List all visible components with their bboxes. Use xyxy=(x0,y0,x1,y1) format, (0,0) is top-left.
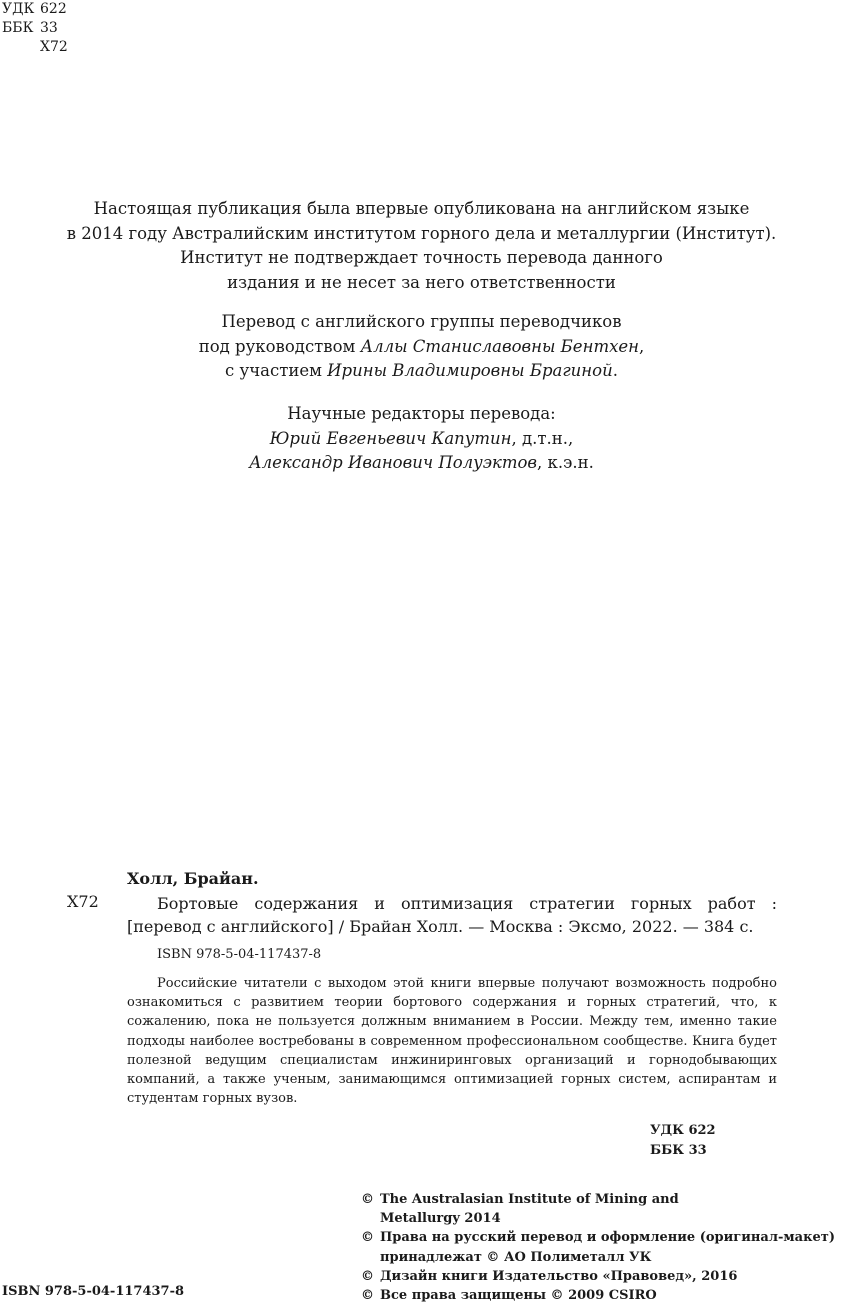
editor-degree: , д.т.н., xyxy=(511,428,574,448)
editors-heading: Научные редакторы перевода: xyxy=(287,404,556,423)
author-mark-top: Х72 xyxy=(40,39,68,55)
catalog-author: Холл, Брайан. xyxy=(127,869,259,888)
co-translator-name: Ирины Владимировны Брагиной xyxy=(327,361,613,380)
udk-value: 622 xyxy=(40,1,67,17)
scientific-editors xyxy=(100,402,743,476)
copyright-text: Все права защищены © 2009 CSIRO xyxy=(380,1288,657,1304)
translation-line xyxy=(100,335,743,360)
copyright-block xyxy=(361,1190,843,1305)
classification-codes xyxy=(2,0,68,57)
copyright-text: Права на русский перевод и оформление (оригинал-макет) принадлежат © АО Полиметалл УК xyxy=(380,1230,835,1265)
copyright-item xyxy=(361,1267,843,1286)
translation-credits xyxy=(100,310,743,384)
translation-prefix: с участием xyxy=(225,361,328,380)
udk-label: УДК xyxy=(2,1,35,17)
udk-row xyxy=(2,0,68,19)
translation-line xyxy=(100,359,743,384)
editor-line xyxy=(100,451,743,476)
copyright-symbol: © xyxy=(361,1192,374,1207)
author-mark-row xyxy=(2,38,68,57)
copyright-symbol: © xyxy=(361,1230,374,1246)
copyright-item xyxy=(361,1286,843,1305)
editor-name: Александр Иванович Полуэктов xyxy=(249,453,538,472)
copyright-text: The Australasian Institute of Mining and Metallurgy 2014 xyxy=(380,1192,679,1227)
translation-line: Перевод с английского группы переводчиков xyxy=(221,312,622,331)
catalog-codes xyxy=(650,1121,776,1161)
catalog-udk: УДК 622 xyxy=(650,1123,716,1138)
copyright-text: Дизайн книги Издательство «Правовед», 2016 xyxy=(380,1268,738,1284)
publication-note xyxy=(40,197,803,295)
bbk-value: 33 xyxy=(40,20,58,36)
bbk-label: ББК xyxy=(2,20,34,36)
editor-line xyxy=(100,427,743,452)
copyright-item xyxy=(361,1228,843,1266)
catalog-description: Бортовые содержания и оптимизация стратегии горных работ : [перевод с английского] / Брайан Холл. — Москва : Эксмо, 2022. — 384 с. xyxy=(127,894,777,936)
publication-note-line: в 2014 году Австралийским институтом горного дела и металлургии (Институт). xyxy=(66,223,777,243)
publication-note-line: Институт не подтверждает точность перевода данного xyxy=(180,248,663,267)
bbk-row xyxy=(2,19,68,38)
copyright-symbol: © xyxy=(361,1268,374,1284)
copyright-item xyxy=(361,1190,700,1228)
footer-isbn: ISBN 978-5-04-117437-8 xyxy=(2,1284,185,1299)
catalog-isbn: ISBN 978-5-04-117437-8 xyxy=(157,947,322,962)
editor-name: Юрий Евгеньевич Капутин xyxy=(269,428,512,448)
copyright-symbol: © xyxy=(361,1288,374,1304)
translation-punct: . xyxy=(612,361,618,380)
publication-note-line: Настоящая публикация была впервые опубликована на английском языке xyxy=(93,199,750,218)
lead-translator-name: Аллы Станиславовны Бентхен xyxy=(360,336,640,356)
publication-note-line: издания и не несет за него ответственности xyxy=(227,272,616,292)
catalog-abstract: Российские читатели с выходом этой книги впервые получают возможность подробно ознакомиться с развитием теории бортового содержания и горных стратегий, что, к сожалению, пока не пользуется должным вниманием в России. Между тем, именно такие подходы наиболее востребованы в современном профессиональном сообществе. Книга будет полезной ведущим специалистам инжиниринговых организаций и горнодобывающих компаний, а также ученым, занимающимся оптимизацией горных систем, аспирантам и студентам горных вузов. xyxy=(127,976,777,1107)
catalog-bbk: ББК 33 xyxy=(650,1143,707,1158)
editor-degree: , к.э.н. xyxy=(537,453,594,472)
translation-punct: , xyxy=(639,336,645,356)
catalog-author-mark: Х72 xyxy=(67,892,99,911)
translation-prefix: под руководством xyxy=(198,336,361,356)
